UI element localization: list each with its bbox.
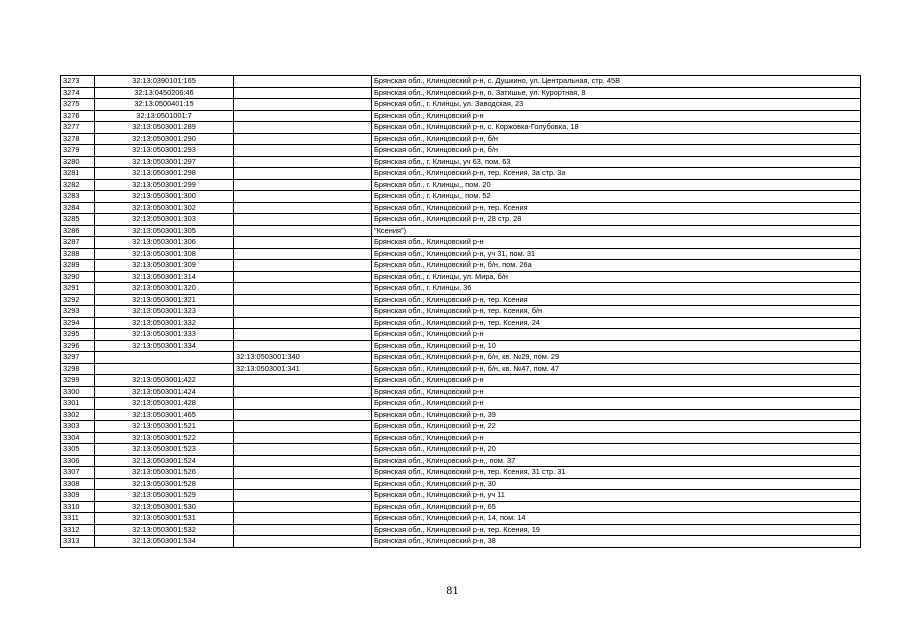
table-row bbox=[61, 490, 861, 502]
address-cell: Брянская обл., Клинцовский р-н, б/н, пом. 26а bbox=[372, 260, 861, 272]
address-cell: Брянская обл., Клинцовский р-н bbox=[372, 329, 861, 341]
related-cadastral-number-cell bbox=[234, 110, 372, 122]
row-number-cell: 3295 bbox=[61, 329, 95, 341]
row-number-cell: 3278 bbox=[61, 133, 95, 145]
cadastral-number-cell: 32:13:0503001:521 bbox=[95, 421, 234, 433]
row-number-cell: 3286 bbox=[61, 225, 95, 237]
table-row bbox=[61, 191, 861, 203]
address-cell: Брянская обл., Клинцовский р-н, б/н, кв. №47, пом. 47 bbox=[372, 363, 861, 375]
address-cell: Брянская обл., Клинцовский р-н, п. Затишье, ул. Курортная, 8 bbox=[372, 87, 861, 99]
row-number-cell: 3297 bbox=[61, 352, 95, 364]
cadastral-number-cell: 32:13:0503001:321 bbox=[95, 294, 234, 306]
related-cadastral-number-cell bbox=[234, 386, 372, 398]
cadastral-number-cell bbox=[95, 352, 234, 364]
address-cell: Брянская обл., г. Клинцы,, пом. 52 bbox=[372, 191, 861, 203]
related-cadastral-number-cell bbox=[234, 122, 372, 134]
cadastral-number-cell: 32:13:0503001:308 bbox=[95, 248, 234, 260]
table-row bbox=[61, 363, 861, 375]
address-cell: Брянская обл., Клинцовский р-н, тер. Ксения, 24 bbox=[372, 317, 861, 329]
address-cell: Брянская обл., Клинцовский р-н, б/н, кв. №29, пом. 29 bbox=[372, 352, 861, 364]
cadastral-number-cell: 32:13:0503001:524 bbox=[95, 455, 234, 467]
table-row bbox=[61, 271, 861, 283]
row-number-cell: 3313 bbox=[61, 536, 95, 548]
related-cadastral-number-cell bbox=[234, 317, 372, 329]
row-number-cell: 3304 bbox=[61, 432, 95, 444]
table-row bbox=[61, 156, 861, 168]
table-row bbox=[61, 432, 861, 444]
table-row bbox=[61, 283, 861, 295]
cadastral-number-cell: 32:13:0503001:532 bbox=[95, 524, 234, 536]
row-number-cell: 3306 bbox=[61, 455, 95, 467]
address-cell: Брянская обл., Клинцовский р-н, б/н bbox=[372, 133, 861, 145]
row-number-cell: 3275 bbox=[61, 99, 95, 111]
related-cadastral-number-cell bbox=[234, 168, 372, 180]
table-row bbox=[61, 214, 861, 226]
related-cadastral-number-cell bbox=[234, 444, 372, 456]
row-number-cell: 3291 bbox=[61, 283, 95, 295]
cadastral-number-cell: 32:13:0503001:529 bbox=[95, 490, 234, 502]
row-number-cell: 3307 bbox=[61, 467, 95, 479]
table-row bbox=[61, 421, 861, 433]
related-cadastral-number-cell bbox=[234, 398, 372, 410]
related-cadastral-number-cell bbox=[234, 467, 372, 479]
row-number-cell: 3280 bbox=[61, 156, 95, 168]
address-cell: Брянская обл., Клинцовский р-н bbox=[372, 398, 861, 410]
table-row bbox=[61, 317, 861, 329]
table-row bbox=[61, 294, 861, 306]
cadastral-number-cell: 32:13:0503001:333 bbox=[95, 329, 234, 341]
address-cell: "Ксения") bbox=[372, 225, 861, 237]
cadastral-number-cell: 32:13:0503001:526 bbox=[95, 467, 234, 479]
address-cell: Брянская обл., Клинцовский р-н, 39 bbox=[372, 409, 861, 421]
row-number-cell: 3273 bbox=[61, 76, 95, 88]
address-cell: Брянская обл., Клинцовский р-н bbox=[372, 237, 861, 249]
related-cadastral-number-cell bbox=[234, 214, 372, 226]
table-row bbox=[61, 455, 861, 467]
cadastral-number-cell: 32:13:0503001:303 bbox=[95, 214, 234, 226]
registry-table-body bbox=[61, 76, 861, 548]
address-cell: Брянская обл., Клинцовский р-н, 38 bbox=[372, 536, 861, 548]
row-number-cell: 3287 bbox=[61, 237, 95, 249]
cadastral-number-cell: 32:13:0503001:299 bbox=[95, 179, 234, 191]
address-cell: Брянская обл., Клинцовский р-н, уч 31, пом. 31 bbox=[372, 248, 861, 260]
address-cell: Брянская обл., Клинцовский р-н, 30 bbox=[372, 478, 861, 490]
cadastral-number-cell: 32:13:0503001:306 bbox=[95, 237, 234, 249]
table-row bbox=[61, 536, 861, 548]
cadastral-number-cell: 32:13:0503001:531 bbox=[95, 513, 234, 525]
related-cadastral-number-cell bbox=[234, 191, 372, 203]
row-number-cell: 3288 bbox=[61, 248, 95, 260]
related-cadastral-number-cell bbox=[234, 145, 372, 157]
address-cell: Брянская обл., Клинцовский р-н bbox=[372, 375, 861, 387]
address-cell: Брянская обл., г. Клинцы, ул. Заводская, 23 bbox=[372, 99, 861, 111]
row-number-cell: 3309 bbox=[61, 490, 95, 502]
table-row bbox=[61, 225, 861, 237]
cadastral-number-cell: 32:13:0503001:309 bbox=[95, 260, 234, 272]
table-row bbox=[61, 329, 861, 341]
related-cadastral-number-cell bbox=[234, 248, 372, 260]
cadastral-number-cell: 32:13:0503001:297 bbox=[95, 156, 234, 168]
related-cadastral-number-cell bbox=[234, 329, 372, 341]
table-row bbox=[61, 202, 861, 214]
row-number-cell: 3308 bbox=[61, 478, 95, 490]
related-cadastral-number-cell bbox=[234, 202, 372, 214]
address-cell: Брянская обл., Клинцовский р-н, с. Коржовка-Голубовка, 18 bbox=[372, 122, 861, 134]
cadastral-number-cell: 32:13:0500401:15 bbox=[95, 99, 234, 111]
address-cell: Брянская обл., г. Клинцы, ул. Мира, б/н bbox=[372, 271, 861, 283]
cadastral-number-cell: 32:13:0390101:165 bbox=[95, 76, 234, 88]
cadastral-number-cell: 32:13:0503001:298 bbox=[95, 168, 234, 180]
row-number-cell: 3276 bbox=[61, 110, 95, 122]
related-cadastral-number-cell bbox=[234, 133, 372, 145]
table-row bbox=[61, 99, 861, 111]
related-cadastral-number-cell bbox=[234, 513, 372, 525]
related-cadastral-number-cell bbox=[234, 271, 372, 283]
table-row bbox=[61, 248, 861, 260]
related-cadastral-number-cell bbox=[234, 225, 372, 237]
related-cadastral-number-cell bbox=[234, 179, 372, 191]
row-number-cell: 3283 bbox=[61, 191, 95, 203]
address-cell: Брянская обл., Клинцовский р-н bbox=[372, 386, 861, 398]
cadastral-number-cell bbox=[95, 363, 234, 375]
table-row bbox=[61, 110, 861, 122]
table-row bbox=[61, 386, 861, 398]
table-row bbox=[61, 237, 861, 249]
row-number-cell: 3279 bbox=[61, 145, 95, 157]
address-cell: Брянская обл., Клинцовский р-н, тер. Ксения, б/н bbox=[372, 306, 861, 318]
related-cadastral-number-cell bbox=[234, 421, 372, 433]
related-cadastral-number-cell bbox=[234, 156, 372, 168]
table-row bbox=[61, 444, 861, 456]
table-row bbox=[61, 513, 861, 525]
table-row bbox=[61, 260, 861, 272]
related-cadastral-number-cell bbox=[234, 87, 372, 99]
table-row bbox=[61, 87, 861, 99]
row-number-cell: 3311 bbox=[61, 513, 95, 525]
cadastral-number-cell: 32:13:0450206:46 bbox=[95, 87, 234, 99]
table-row bbox=[61, 122, 861, 134]
cadastral-number-cell: 32:13:0503001:332 bbox=[95, 317, 234, 329]
table-row bbox=[61, 501, 861, 513]
row-number-cell: 3296 bbox=[61, 340, 95, 352]
table-row bbox=[61, 524, 861, 536]
cadastral-number-cell: 32:13:0503001:428 bbox=[95, 398, 234, 410]
related-cadastral-number-cell bbox=[234, 340, 372, 352]
cadastral-number-cell: 32:13:0503001:320 bbox=[95, 283, 234, 295]
address-cell: Брянская обл., Клинцовский р-н bbox=[372, 432, 861, 444]
row-number-cell: 3292 bbox=[61, 294, 95, 306]
row-number-cell: 3302 bbox=[61, 409, 95, 421]
address-cell: Брянская обл., Клинцовский р-н,, пом. 37 bbox=[372, 455, 861, 467]
cadastral-number-cell: 32:13:0503001:293 bbox=[95, 145, 234, 157]
row-number-cell: 3310 bbox=[61, 501, 95, 513]
related-cadastral-number-cell bbox=[234, 283, 372, 295]
related-cadastral-number-cell bbox=[234, 455, 372, 467]
address-cell: Брянская обл., Клинцовский р-н, 10 bbox=[372, 340, 861, 352]
row-number-cell: 3301 bbox=[61, 398, 95, 410]
related-cadastral-number-cell bbox=[234, 76, 372, 88]
related-cadastral-number-cell: 32:13:0503001:341 bbox=[234, 363, 372, 375]
row-number-cell: 3281 bbox=[61, 168, 95, 180]
row-number-cell: 3294 bbox=[61, 317, 95, 329]
cadastral-number-cell: 32:13:0503001:534 bbox=[95, 536, 234, 548]
cadastral-number-cell: 32:13:0503001:305 bbox=[95, 225, 234, 237]
page-number: 81 bbox=[446, 586, 459, 597]
table-row bbox=[61, 478, 861, 490]
table-row bbox=[61, 398, 861, 410]
address-cell: Брянская обл., Клинцовский р-н, тер. Ксения bbox=[372, 294, 861, 306]
cadastral-number-cell: 32:13:0501001:7 bbox=[95, 110, 234, 122]
row-number-cell: 3298 bbox=[61, 363, 95, 375]
row-number-cell: 3303 bbox=[61, 421, 95, 433]
cadastral-number-cell: 32:13:0503001:523 bbox=[95, 444, 234, 456]
address-cell: Брянская обл., Клинцовский р-н, с. Душкино, ул. Центральная, стр. 45В bbox=[372, 76, 861, 88]
cadastral-number-cell: 32:13:0503001:302 bbox=[95, 202, 234, 214]
row-number-cell: 3274 bbox=[61, 87, 95, 99]
table-row bbox=[61, 467, 861, 479]
related-cadastral-number-cell bbox=[234, 478, 372, 490]
cadastral-number-cell: 32:13:0503001:300 bbox=[95, 191, 234, 203]
table-row bbox=[61, 409, 861, 421]
row-number-cell: 3290 bbox=[61, 271, 95, 283]
cadastral-number-cell: 32:13:0503001:323 bbox=[95, 306, 234, 318]
related-cadastral-number-cell bbox=[234, 490, 372, 502]
row-number-cell: 3299 bbox=[61, 375, 95, 387]
address-cell: Брянская обл., Клинцовский р-н, 20 bbox=[372, 444, 861, 456]
table-row bbox=[61, 168, 861, 180]
table-row bbox=[61, 145, 861, 157]
address-cell: Брянская обл., Клинцовский р-н bbox=[372, 110, 861, 122]
row-number-cell: 3277 bbox=[61, 122, 95, 134]
related-cadastral-number-cell bbox=[234, 409, 372, 421]
related-cadastral-number-cell bbox=[234, 375, 372, 387]
table-row bbox=[61, 76, 861, 88]
cadastral-number-cell: 32:13:0503001:314 bbox=[95, 271, 234, 283]
address-cell: Брянская обл., Клинцовский р-н, 22 bbox=[372, 421, 861, 433]
address-cell: Брянская обл., г. Клинцы, 36 bbox=[372, 283, 861, 295]
row-number-cell: 3305 bbox=[61, 444, 95, 456]
address-cell: Брянская обл., Клинцовский р-н, б/н bbox=[372, 145, 861, 157]
address-cell: Брянская обл., г. Клинцы,, пом. 20 bbox=[372, 179, 861, 191]
related-cadastral-number-cell bbox=[234, 306, 372, 318]
table-row bbox=[61, 352, 861, 364]
row-number-cell: 3293 bbox=[61, 306, 95, 318]
table-row bbox=[61, 306, 861, 318]
related-cadastral-number-cell: 32:13:0503001:340 bbox=[234, 352, 372, 364]
related-cadastral-number-cell bbox=[234, 501, 372, 513]
cadastral-number-cell: 32:13:0503001:422 bbox=[95, 375, 234, 387]
row-number-cell: 3282 bbox=[61, 179, 95, 191]
address-cell: Брянская обл., Клинцовский р-н, 28 стр. 28 bbox=[372, 214, 861, 226]
table-row bbox=[61, 179, 861, 191]
address-cell: Брянская обл., Клинцовский р-н, 65 bbox=[372, 501, 861, 513]
cadastral-number-cell: 32:13:0503001:465 bbox=[95, 409, 234, 421]
row-number-cell: 3284 bbox=[61, 202, 95, 214]
cadastral-number-cell: 32:13:0503001:424 bbox=[95, 386, 234, 398]
cadastral-number-cell: 32:13:0503001:334 bbox=[95, 340, 234, 352]
cadastral-registry-table bbox=[60, 75, 861, 548]
table-row bbox=[61, 375, 861, 387]
related-cadastral-number-cell bbox=[234, 260, 372, 272]
row-number-cell: 3285 bbox=[61, 214, 95, 226]
cadastral-number-cell: 32:13:0503001:530 bbox=[95, 501, 234, 513]
related-cadastral-number-cell bbox=[234, 99, 372, 111]
table-row bbox=[61, 133, 861, 145]
table-row bbox=[61, 340, 861, 352]
row-number-cell: 3312 bbox=[61, 524, 95, 536]
address-cell: Брянская обл., Клинцовский р-н, тер. Ксения, 19 bbox=[372, 524, 861, 536]
address-cell: Брянская обл., Клинцовский р-н, уч 11 bbox=[372, 490, 861, 502]
address-cell: Брянская обл., Клинцовский р-н, тер. Ксения, 31 стр. 31 bbox=[372, 467, 861, 479]
cadastral-number-cell: 32:13:0503001:289 bbox=[95, 122, 234, 134]
row-number-cell: 3289 bbox=[61, 260, 95, 272]
related-cadastral-number-cell bbox=[234, 294, 372, 306]
address-cell: Брянская обл., Клинцовский р-н, тер. Ксения, 3а стр. 3а bbox=[372, 168, 861, 180]
cadastral-number-cell: 32:13:0503001:290 bbox=[95, 133, 234, 145]
address-cell: Брянская обл., Клинцовский р-н, 14, пом. 14 bbox=[372, 513, 861, 525]
related-cadastral-number-cell bbox=[234, 432, 372, 444]
related-cadastral-number-cell bbox=[234, 524, 372, 536]
row-number-cell: 3300 bbox=[61, 386, 95, 398]
address-cell: Брянская обл., г. Клинцы, уч 63, пом. 63 bbox=[372, 156, 861, 168]
related-cadastral-number-cell bbox=[234, 237, 372, 249]
cadastral-number-cell: 32:13:0503001:528 bbox=[95, 478, 234, 490]
cadastral-number-cell: 32:13:0503001:522 bbox=[95, 432, 234, 444]
address-cell: Брянская обл., Клинцовский р-н, тер. Ксения bbox=[372, 202, 861, 214]
related-cadastral-number-cell bbox=[234, 536, 372, 548]
